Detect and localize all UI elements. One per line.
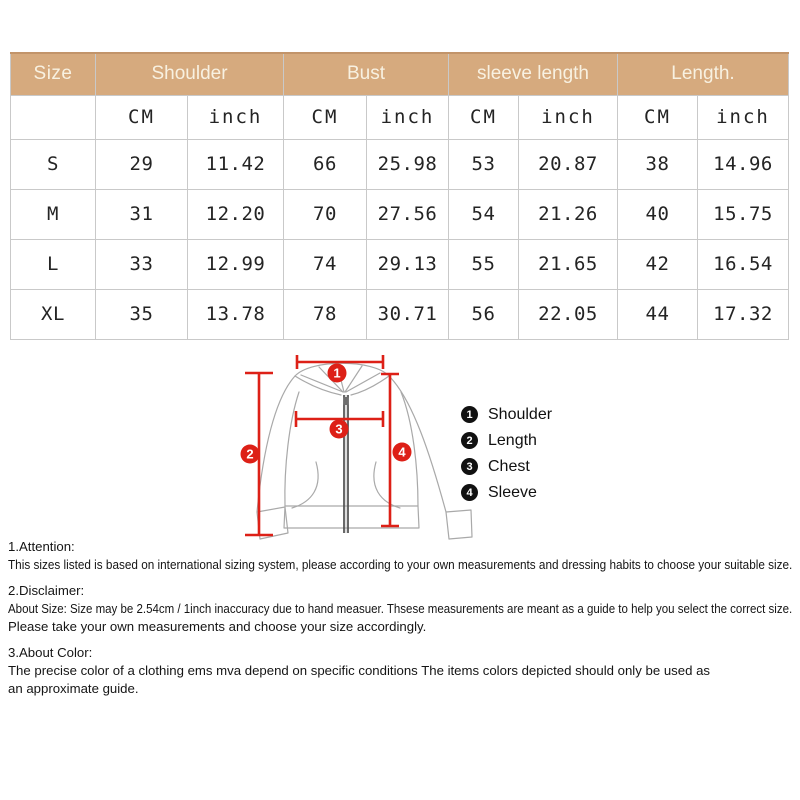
value-cell: 13.78 [188,289,284,339]
note-section-about-color [8,644,796,698]
right-cuff [446,510,472,539]
hoodie-outline [257,363,472,539]
body-left-seam [285,392,299,506]
value-cell: 44 [618,289,698,339]
value-cell: 17.32 [698,289,789,339]
unit-cell: inch [188,95,284,139]
note-section-disclaimer [8,582,796,636]
unit-row-empty-cell [11,95,96,139]
marker-4-number: 4 [398,444,406,460]
note-title: 2.Disclaimer: [8,583,85,598]
note-line: The precise color of a clothing ems mva depend on specific conditions The items colors depicted should only be used as [8,663,711,678]
note-line: About Size: Size may be 2.54cm / 1inch inaccuracy due to hand measuer. Thsese measurements are meant as a guide to help you select the correct size. [8,601,793,616]
unit-cell: inch [698,95,789,139]
value-cell: 40 [618,189,698,239]
value-cell: 15.75 [698,189,789,239]
value-cell: 66 [284,139,367,189]
circled-number-icon: 1 [461,406,478,423]
value-cell: 30.71 [367,289,449,339]
zipper-pull [344,397,349,405]
note-section-attention [8,538,796,574]
notes [8,538,796,706]
value-cell: 31 [96,189,188,239]
value-cell: 12.99 [188,239,284,289]
value-cell: 21.26 [519,189,618,239]
value-cell: 53 [449,139,519,189]
value-cell: 29 [96,139,188,189]
value-cell: 55 [449,239,519,289]
value-cell: 12.20 [188,189,284,239]
value-cell: 21.65 [519,239,618,289]
legend-item-length [461,432,552,449]
marker-2-number: 2 [246,446,254,462]
table-row-s [11,139,789,189]
hoodie-measurement-diagram [215,342,477,557]
circled-number-icon: 3 [461,458,478,475]
value-cell: 20.87 [519,139,618,189]
header-cell-shoulder: Shoulder [96,53,284,95]
size-cell: S [11,139,96,189]
measurement-legend [461,406,552,510]
unit-cell: inch [519,95,618,139]
size-chart-table [10,52,789,340]
value-cell: 14.96 [698,139,789,189]
value-cell: 25.98 [367,139,449,189]
value-cell: 35 [96,289,188,339]
zipper [344,395,349,533]
value-cell: 29.13 [367,239,449,289]
size-cell: M [11,189,96,239]
value-cell: 27.56 [367,189,449,239]
circled-number-icon: 4 [461,484,478,501]
unit-cell: CM [284,95,367,139]
marker-1-number: 1 [333,365,341,381]
header-cell-size: Size [11,53,96,95]
legend-item-shoulder [461,406,552,423]
note-line: Please take your own measurements and choose your size accordingly. [8,619,427,634]
table-row-xl [11,289,789,339]
note-line: an approximate guide. [8,681,139,696]
unit-cell: inch [367,95,449,139]
measurement-lines [245,355,399,535]
unit-cell: CM [96,95,188,139]
size-cell: XL [11,289,96,339]
legend-label: Shoulder [488,405,553,423]
unit-cell: CM [618,95,698,139]
table-row-m [11,189,789,239]
table-row-l [11,239,789,289]
note-title: 1.Attention: [8,539,75,554]
legend-item-chest [461,458,552,475]
header-cell-length: Length. [618,53,789,95]
legend-item-sleeve [461,484,552,501]
legend-label: Sleeve [488,483,537,501]
circled-number-icon: 2 [461,432,478,449]
right-pocket [374,462,400,508]
value-cell: 74 [284,239,367,289]
size-cell: L [11,239,96,289]
value-cell: 70 [284,189,367,239]
left-pocket [292,462,318,508]
value-cell: 22.05 [519,289,618,339]
value-cell: 78 [284,289,367,339]
legend-label: Length [488,431,537,449]
marker-3-number: 3 [335,421,343,437]
value-cell: 56 [449,289,519,339]
value-cell: 54 [449,189,519,239]
left-sleeve-outer [257,376,295,512]
value-cell: 11.42 [188,139,284,189]
unit-cell: CM [449,95,519,139]
value-cell: 38 [618,139,698,189]
header-cell-bust: Bust [284,53,449,95]
value-cell: 33 [96,239,188,289]
note-line: This sizes listed is based on international sizing system, please according to your own measurements and dressing habits to choose your suitable size. [8,557,793,572]
unit-row [11,95,789,139]
legend-label: Chest [488,457,530,475]
header-cell-sleeve-length: sleeve length [449,53,618,95]
value-cell: 42 [618,239,698,289]
note-title: 3.About Color: [8,645,93,660]
table-header-row [11,53,789,95]
value-cell: 16.54 [698,239,789,289]
